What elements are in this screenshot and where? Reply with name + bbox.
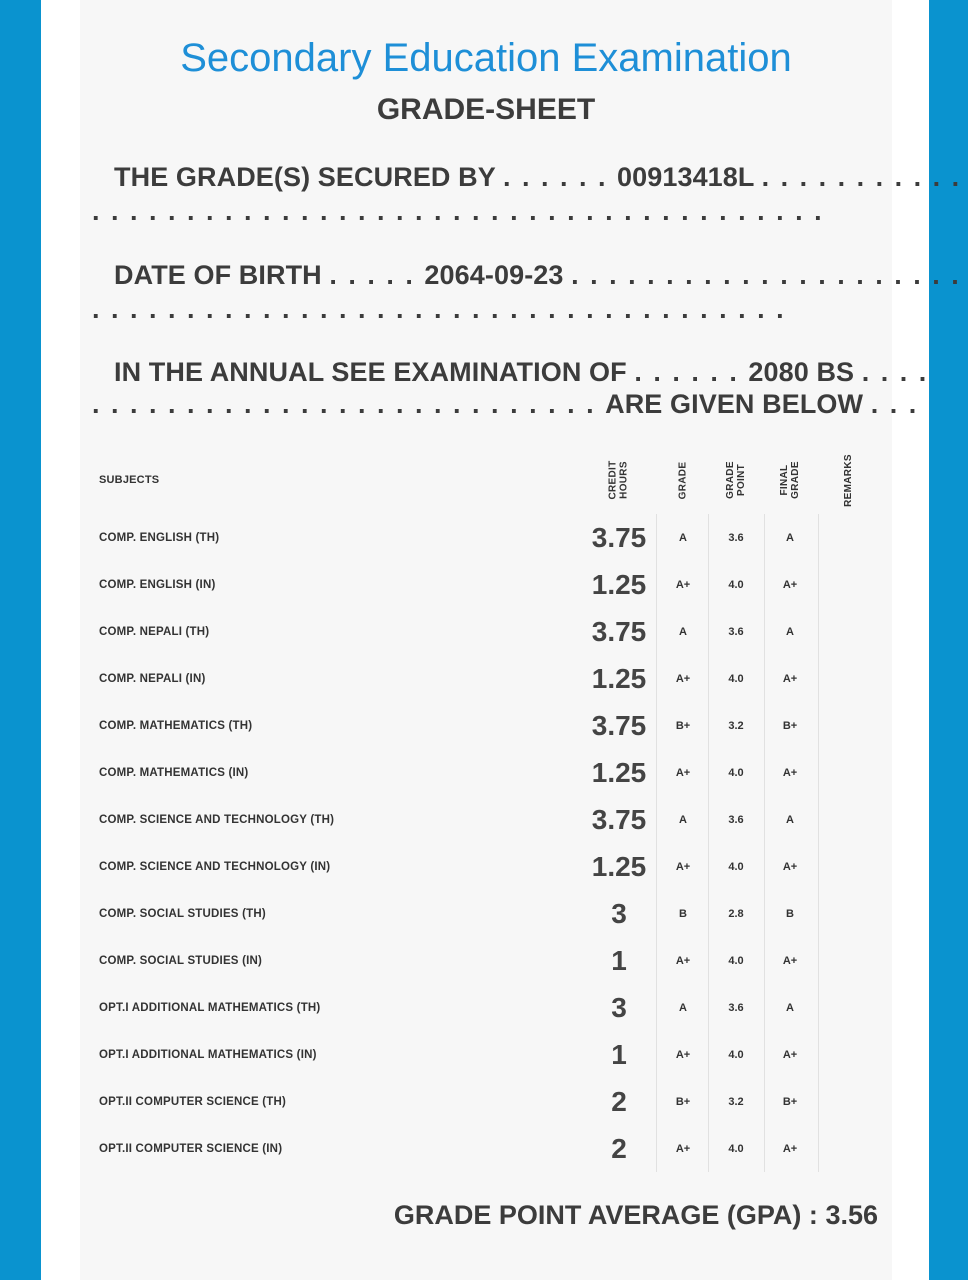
table-row (94, 890, 880, 937)
column-divider (708, 890, 709, 937)
subject-cell: COMP. SCIENCE AND TECHNOLOGY (IN) (99, 860, 331, 873)
table-row (94, 796, 880, 843)
column-divider (708, 1125, 709, 1172)
final-grade-cell: A+ (782, 578, 798, 591)
symbol-number: 00913418L (616, 162, 755, 192)
header-grade: GRADE (677, 461, 689, 499)
table-row (94, 561, 880, 608)
grade-cell: A+ (675, 1142, 691, 1155)
credit-hours-cell: 2 (611, 1085, 627, 1117)
header-credit-hours-cell (584, 446, 654, 514)
grade-cell: B+ (675, 719, 691, 732)
credit-hours-cell: 3 (611, 991, 627, 1023)
given-below-line: . . . . . . . . . . . . . . . . . . . . . . . . . . . ARE GIVEN BELOW . . . (92, 389, 919, 419)
grade-cell: A+ (675, 672, 691, 685)
column-divider (656, 655, 657, 702)
final-grade-cell: B+ (782, 1095, 798, 1108)
table-row (94, 937, 880, 984)
header-final-grade-cell (764, 446, 816, 514)
grade-cell: A (679, 625, 687, 638)
credit-hours-cell: 1 (611, 1038, 627, 1070)
column-divider (708, 984, 709, 1031)
dob-line: DATE OF BIRTH . . . . . 2064-09-23 . . . . . . . . . . . . . . . . . . . . . (114, 260, 961, 290)
grade-point-cell: 3.6 (728, 1001, 744, 1014)
column-divider (708, 608, 709, 655)
table-row (94, 608, 880, 655)
final-grade-cell: A+ (782, 672, 798, 685)
remarks-cell (819, 984, 877, 1031)
grade-cell: A+ (675, 1048, 691, 1061)
column-divider (708, 796, 709, 843)
grade-point-cell: 2.8 (728, 907, 744, 920)
gpa-label: GRADE POINT AVERAGE (GPA) : (393, 1200, 818, 1230)
subject-cell: COMP. MATHEMATICS (TH) (99, 719, 253, 732)
column-divider (656, 608, 657, 655)
table-row (94, 749, 880, 796)
dob-value: 2064-09-23 (424, 260, 564, 290)
subject-cell: OPT.I ADDITIONAL MATHEMATICS (IN) (99, 1048, 317, 1061)
remarks-cell (819, 1031, 877, 1078)
final-grade-cell: A+ (782, 1142, 798, 1155)
dotted-line: . . . . . . . . . . . . . . . . . . . . . . . . . . . . . . . . . . . . . (92, 294, 786, 324)
column-divider (656, 1125, 657, 1172)
secured-by-line: THE GRADE(S) SECURED BY . . . . . . 00913418L . . . . . . . . . . . (114, 162, 962, 192)
exam-label: IN THE ANNUAL SEE EXAMINATION OF (114, 357, 627, 387)
credit-hours-cell: 1.25 (591, 662, 647, 694)
grade-point-cell: 3.2 (728, 1095, 744, 1108)
column-divider (656, 796, 657, 843)
grade-point-cell: 4.0 (728, 1048, 744, 1061)
grade-point-cell: 4.0 (728, 672, 744, 685)
final-grade-cell: A (786, 1001, 794, 1014)
grade-cell: A+ (675, 766, 691, 779)
secured-by-label: THE GRADE(S) SECURED BY (114, 162, 496, 192)
subject-cell: COMP. NEPALI (TH) (99, 625, 210, 638)
subject-cell: COMP. SOCIAL STUDIES (IN) (99, 954, 263, 967)
column-divider (656, 702, 657, 749)
grade-point-cell: 4.0 (728, 578, 744, 591)
gpa-line (394, 1200, 878, 1231)
dob-label: DATE OF BIRTH (114, 260, 322, 290)
header-remarks-cell (819, 446, 877, 514)
credit-hours-cell: 3.75 (591, 709, 647, 741)
grade-table (94, 446, 880, 1172)
credit-hours-cell: 3.75 (591, 521, 647, 553)
subject-cell: COMP. ENGLISH (TH) (99, 531, 220, 544)
column-divider (708, 702, 709, 749)
remarks-cell (819, 796, 877, 843)
credit-hours-cell: 3.75 (591, 615, 647, 647)
remarks-cell (819, 749, 877, 796)
subject-cell: COMP. MATHEMATICS (IN) (99, 766, 249, 779)
credit-hours-cell: 1.25 (591, 756, 647, 788)
grade-point-cell: 3.6 (728, 813, 744, 826)
table-row (94, 843, 880, 890)
table-body (94, 514, 880, 1172)
table-row (94, 1125, 880, 1172)
header-credit-hours: CREDIT HOURS (608, 460, 630, 500)
grade-cell: B (679, 907, 687, 920)
subject-cell: COMP. ENGLISH (IN) (99, 578, 216, 591)
remarks-cell (819, 561, 877, 608)
table-row (94, 1078, 880, 1125)
table-row (94, 655, 880, 702)
table-row (94, 702, 880, 749)
column-divider (708, 1078, 709, 1125)
credit-hours-cell: 3.75 (591, 803, 647, 835)
credit-hours-cell: 1 (611, 944, 627, 976)
grade-cell: A+ (675, 860, 691, 873)
column-divider (656, 514, 657, 561)
exam-year: 2080 BS (748, 357, 855, 387)
column-divider (708, 655, 709, 702)
dotted-line: . . . . . . . . . . . . . . . . . . . . . . . . . . . . . . . . . . . . . . . (92, 196, 824, 226)
column-divider (656, 1078, 657, 1125)
header-grade-cell (659, 446, 707, 514)
final-grade-cell: A (786, 813, 794, 826)
header-final-grade: FINAL GRADE (779, 461, 801, 499)
remarks-cell (819, 1078, 877, 1125)
grade-point-cell: 4.0 (728, 766, 744, 779)
grade-point-cell: 3.6 (728, 625, 744, 638)
header-subjects: SUBJECTS (99, 474, 160, 486)
subject-cell: OPT.II COMPUTER SCIENCE (TH) (99, 1095, 287, 1108)
remarks-cell (819, 608, 877, 655)
credit-hours-cell: 3 (611, 897, 627, 929)
remarks-cell (819, 1125, 877, 1172)
grade-cell: A+ (675, 954, 691, 967)
grade-sheet (80, 0, 962, 1280)
grade-cell: A+ (675, 578, 691, 591)
final-grade-cell: A (786, 625, 794, 638)
column-divider (656, 843, 657, 890)
header-grade-point: GRADE POINT (725, 461, 747, 499)
subject-cell: OPT.II COMPUTER SCIENCE (IN) (99, 1142, 283, 1155)
remarks-cell (819, 890, 877, 937)
gpa-value: 3.56 (825, 1200, 878, 1230)
table-row (94, 1031, 880, 1078)
sheet-subtitle: GRADE-SHEET (376, 93, 596, 126)
column-divider (708, 1031, 709, 1078)
final-grade-cell: A+ (782, 954, 798, 967)
table-header (94, 446, 880, 514)
left-border (41, 0, 80, 1280)
final-grade-cell: A (786, 531, 794, 544)
grade-cell: A (679, 531, 687, 544)
column-divider (656, 984, 657, 1031)
remarks-cell (819, 655, 877, 702)
remarks-cell (819, 702, 877, 749)
final-grade-cell: B+ (782, 719, 798, 732)
table-row (94, 984, 880, 1031)
final-grade-cell: A+ (782, 1048, 798, 1061)
subject-cell: COMP. SCIENCE AND TECHNOLOGY (TH) (99, 813, 335, 826)
column-divider (708, 937, 709, 984)
exam-title: Secondary Education Examination (180, 36, 792, 80)
final-grade-cell: A+ (782, 766, 798, 779)
column-divider (708, 514, 709, 561)
grade-point-cell: 4.0 (728, 1142, 744, 1155)
grade-cell: B+ (675, 1095, 691, 1108)
given-below-text: ARE GIVEN BELOW (605, 389, 864, 419)
remarks-cell (819, 514, 877, 561)
grade-cell: A (679, 813, 687, 826)
grade-point-cell: 4.0 (728, 954, 744, 967)
final-grade-cell: B (786, 907, 794, 920)
column-divider (656, 749, 657, 796)
remarks-cell (819, 937, 877, 984)
grade-point-cell: 4.0 (728, 860, 744, 873)
column-divider (656, 1031, 657, 1078)
header-grade-point-cell (710, 446, 762, 514)
credit-hours-cell: 1.25 (591, 568, 647, 600)
grade-point-cell: 3.2 (728, 719, 744, 732)
column-divider (656, 937, 657, 984)
column-divider (656, 890, 657, 937)
subject-cell: COMP. SOCIAL STUDIES (TH) (99, 907, 266, 920)
credit-hours-cell: 2 (611, 1132, 627, 1164)
column-divider (708, 561, 709, 608)
grade-point-cell: 3.6 (728, 531, 744, 544)
subject-cell: OPT.I ADDITIONAL MATHEMATICS (TH) (99, 1001, 321, 1014)
header-remarks: REMARKS (842, 453, 854, 507)
grade-cell: A (679, 1001, 687, 1014)
subject-cell: COMP. NEPALI (IN) (99, 672, 206, 685)
column-divider (708, 749, 709, 796)
credit-hours-cell: 1.25 (591, 850, 647, 882)
table-row (94, 514, 880, 561)
remarks-cell (819, 843, 877, 890)
final-grade-cell: A+ (782, 860, 798, 873)
column-divider (656, 561, 657, 608)
exam-line: IN THE ANNUAL SEE EXAMINATION OF . . . . . . 2080 BS . . . . (114, 357, 929, 387)
column-divider (708, 843, 709, 890)
